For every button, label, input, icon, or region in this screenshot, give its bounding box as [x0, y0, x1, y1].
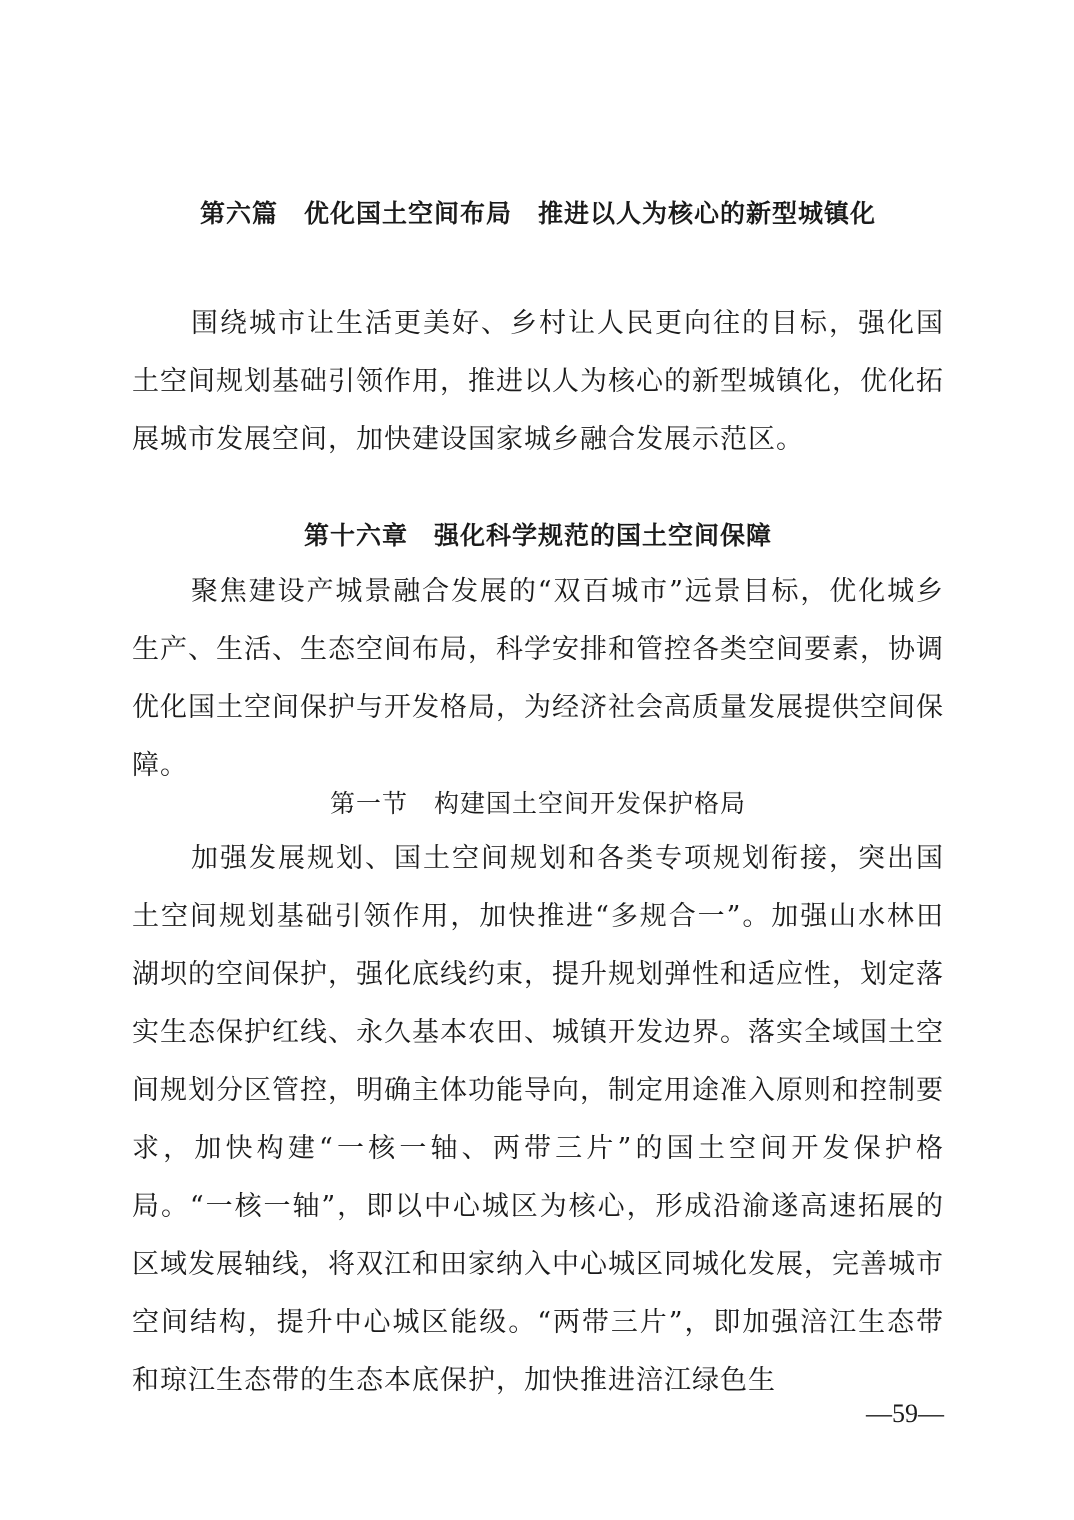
- section-paragraph: [132, 830, 944, 1410]
- chapter-paragraph-text: 聚焦建设产城景融合发展的“双百城市”远景目标，优化城乡生产、生活、生态空间布局，科学安排和管控各类空间要素，协调优化国土空间保护与开发格局，为经济社会高质量发展提供空间保障。: [132, 576, 944, 781]
- section-paragraph-text: 加强发展规划、国土空间规划和各类专项规划衔接，突出国土空间规划基础引领作用，加快推进“多规合一”。加强山水林田湖坝的空间保护，强化底线约束，提升规划弹性和适应性，划定落实生态保护红线、永久基本农田、城镇开发边界。落实全域国土空间规划分区管控，明确主体功能导向，制定用途准入原则和控制要求，加快构建“一核一轴、两带三片”的国土空间开发保护格局。“一核一轴”，即以中心城区为核心，形成沿渝遂高速拓展的区域发展轴线，将双江和田家纳入中心城区同城化发展，完善城市空间结构，提升中心城区能级。“两带三片”，即加强涪江生态带和琼江生态带的生态本底保护，加快推进涪江绿色生: [132, 843, 944, 1396]
- page-number: —59—: [866, 1399, 944, 1428]
- chapter-paragraph: [132, 563, 944, 795]
- chapter-title: 第十六章 强化科学规范的国土空间保障: [303, 521, 772, 550]
- part-title: 第六篇 优化国土空间布局 推进以人为核心的新型城镇化: [199, 199, 876, 228]
- intro-paragraph: [132, 295, 944, 469]
- intro-paragraph-text: 围绕城市让生活更美好、乡村让人民更向往的目标，强化国土空间规划基础引领作用，推进以人为核心的新型城镇化，优化拓展城市发展空间，加快建设国家城乡融合发展示范区。: [132, 308, 944, 455]
- section-title: 第一节 构建国土空间开发保护格局: [329, 789, 746, 818]
